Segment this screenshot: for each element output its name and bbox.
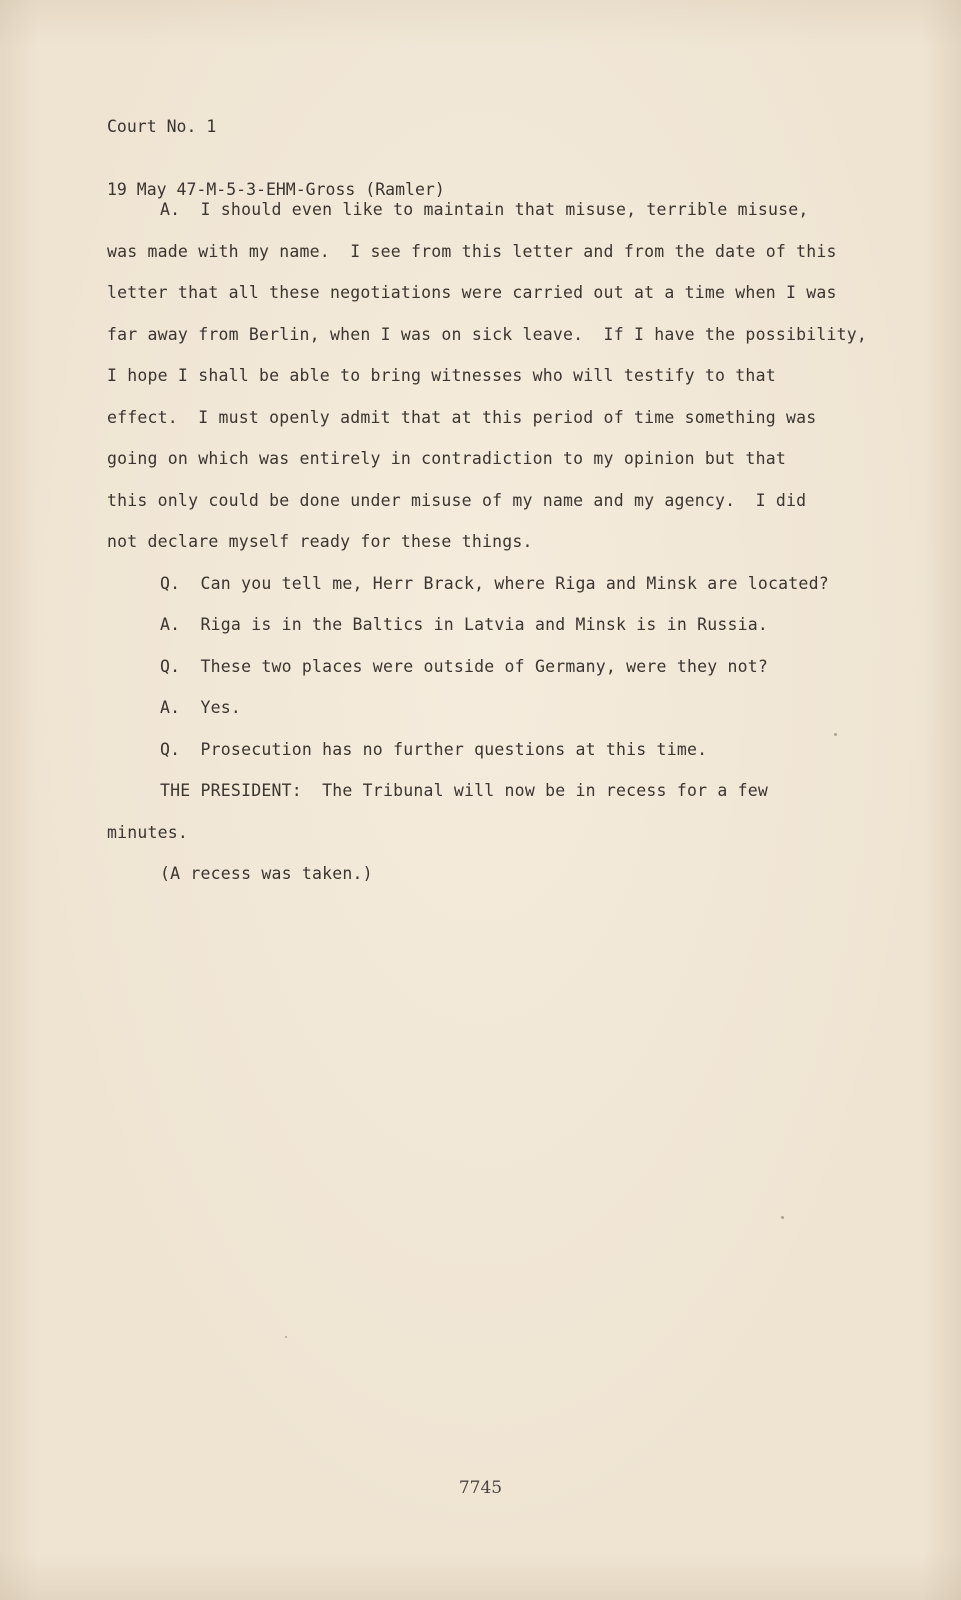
transcript-line: Q. Prosecution has no further questions at this time.	[160, 739, 708, 759]
court-number: Court No. 1	[107, 117, 217, 136]
transcript-line: minutes.	[107, 822, 189, 842]
session-reference: 19 May 47-M-5-3-EHM-Gross (Ramler)	[107, 180, 445, 199]
transcript-line: effect. I must openly admit that at this period of time something was	[107, 407, 817, 427]
transcript-line: not declare myself ready for these things.	[107, 532, 533, 551]
transcript-line: Q. These two places were outside of Germany, were they not?	[160, 656, 769, 676]
transcript-line: going on which was entirely in contradiction to my opinion but that	[107, 449, 786, 468]
transcript-line: (A recess was taken.)	[160, 864, 373, 883]
transcript-line: THE PRESIDENT: The Tribunal will now be in recess for a few	[160, 781, 769, 800]
transcript-line: letter that all these negotiations were carried out at a time when I was	[107, 283, 837, 302]
transcript-body	[107, 197, 887, 903]
transcript-line: A. Riga is in the Baltics in Latvia and Minsk is in Russia.	[160, 615, 769, 634]
page-number: 7745	[458, 1478, 503, 1498]
paper-speck	[781, 1216, 784, 1219]
transcript-line: I hope I shall be able to bring witnesses who will testify to that	[107, 366, 776, 385]
transcript-line: this only could be done under misuse of my name and my agency. I did	[107, 490, 807, 510]
paper-speck	[834, 733, 837, 736]
transcript-line: was made with my name. I see from this letter and from the date of this	[107, 241, 837, 261]
transcript-line: far away from Berlin, when I was on sick leave. If I have the possibility,	[107, 324, 868, 344]
transcript-line: A. Yes.	[160, 698, 242, 717]
paper-speck	[285, 1336, 287, 1338]
transcript-line: A. I should even like to maintain that misuse, terrible misuse,	[160, 200, 809, 219]
transcript-line: Q. Can you tell me, Herr Brack, where Riga and Minsk are located?	[160, 573, 829, 593]
